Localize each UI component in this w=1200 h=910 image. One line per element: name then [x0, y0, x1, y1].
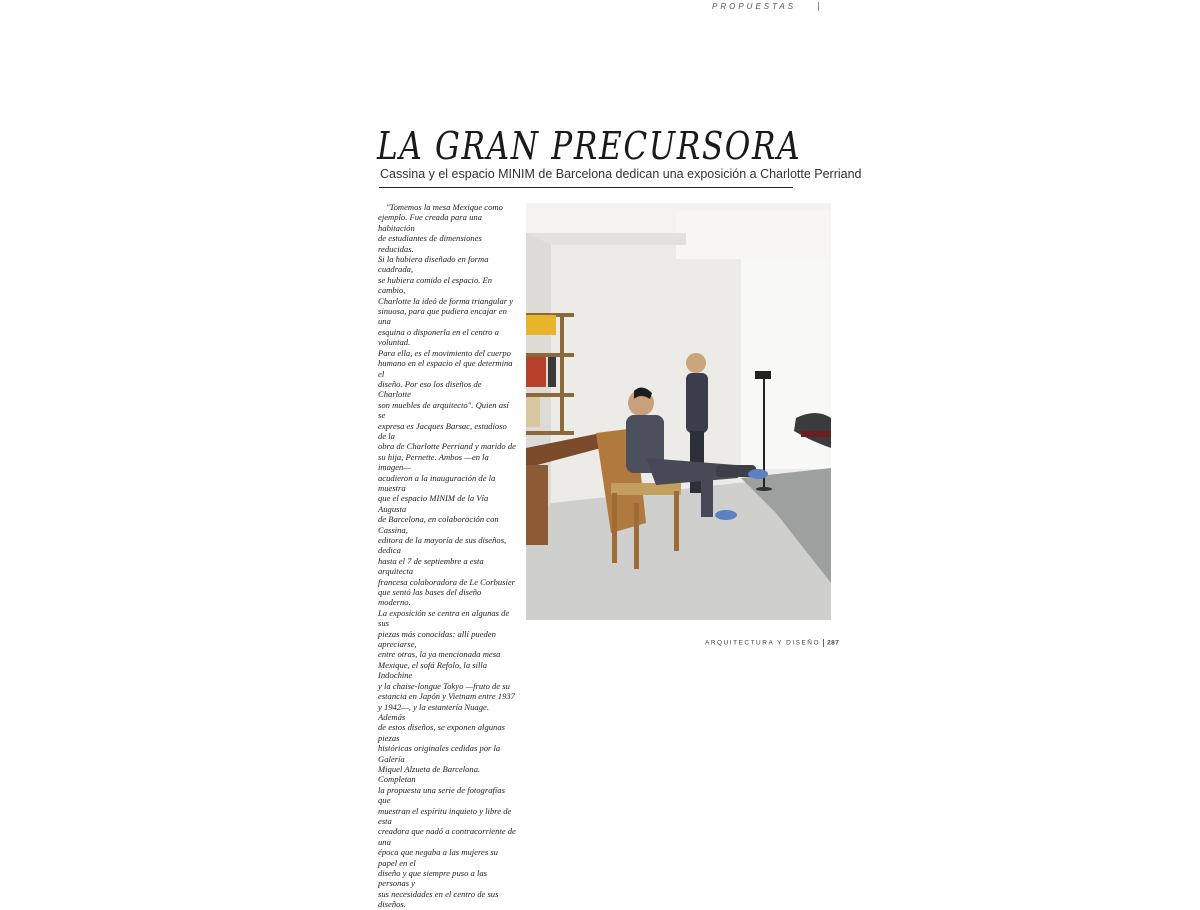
- body-line: humano en el espacio el que determina el: [378, 358, 513, 379]
- article-body: [378, 202, 516, 910]
- body-line: época que negaba a las mujeres su papel en el: [378, 847, 498, 868]
- body-line: Charlotte la ideó de forma triangular y: [378, 295, 514, 306]
- body-line: muestran el espíritu inquieto y libre de esta: [378, 805, 512, 826]
- body-line: francesa colaboradora de Le Corbusier: [378, 576, 516, 587]
- body-line: entre otras, la ya mencionada mesa: [378, 649, 501, 660]
- section-divider: [818, 2, 819, 11]
- body-line: "Tomemos la mesa Mexique como: [386, 202, 503, 212]
- body-line: expresa es Jacques Barsac, estudioso de la: [378, 420, 507, 441]
- photo-illustration: [526, 203, 831, 620]
- body-line: obra de Charlotte Perriand y marido de: [378, 441, 516, 452]
- body-line: diseño. Por eso los diseños de Charlotte: [378, 378, 482, 400]
- body-line: hasta el 7 de septiembre a esta arquitecta: [378, 555, 484, 577]
- article-photo: [526, 203, 831, 620]
- body-line: la propuesta una serie de fotografías que: [378, 784, 505, 806]
- article-title: LA GRAN PRECURSORA: [377, 124, 802, 168]
- footer-divider: [823, 639, 824, 647]
- body-line: Para ella, es el movimiento del cuerpo: [378, 347, 511, 358]
- body-line: Mexique, el sofá Refolo, la silla Indochine: [378, 659, 488, 681]
- section-header: [712, 2, 796, 11]
- body-line: son muebles de arquitecto". Quien así se: [378, 399, 509, 421]
- body-line: esquina o disponerla en el centro a voluntad.: [378, 326, 499, 348]
- body-line: que sentó las bases del diseño moderno.: [378, 587, 482, 608]
- body-line: y la chaise-longue Tokyo —fruto de su: [378, 680, 510, 691]
- body-line: de estos diseños, se exponen algunas piezas: [378, 722, 505, 743]
- body-line: acudieron a la inauguración de la muestra: [378, 472, 496, 493]
- article-subtitle: Cassina y el espacio MINIM de Barcelona dedican una exposición a Charlotte Perriand: [380, 167, 862, 181]
- body-line: ejemplo. Fue creada para una habitación: [378, 212, 482, 233]
- page-footer: [705, 639, 839, 647]
- title-rule: [379, 187, 793, 188]
- body-line: diseño y que siempre puso a las personas y: [378, 868, 487, 889]
- body-line: editora de la mayoría de sus diseños, dedica: [378, 535, 507, 556]
- body-line: La exposición se centra en algunas de sus: [378, 607, 510, 629]
- page-number: 287: [827, 639, 840, 647]
- body-line: que el espacio MINIM de la Vía Augusta: [378, 493, 489, 514]
- body-line: estancia en Japón y Vietnam entre 1937: [378, 691, 515, 702]
- body-line: su hija, Pernette. Ambos —en la imagen—: [378, 451, 489, 473]
- body-line: creadora que nadó a contracorriente de una: [378, 826, 516, 847]
- body-line: sus necesidades en el centro de sus diseños.: [378, 888, 499, 910]
- body-line: Si la hubiera diseñado en forma cuadrada,: [378, 254, 489, 275]
- body-line: Miquel Alzueta de Barcelona. Completan: [378, 763, 481, 785]
- body-line: de estudiantes de dimensiones reducidas.: [378, 233, 482, 254]
- body-line: y 1942—, y la estantería Nuage. Además: [378, 701, 489, 722]
- magazine-name: ARQUITECTURA Y DISEÑO: [705, 639, 821, 647]
- body-line: se hubiera comido el espacio. En cambio,: [378, 274, 493, 296]
- body-line: sinuosa, para que pudiera encajar en una: [378, 306, 507, 327]
- body-line: de Barcelona, en colaboración con Cassina,: [378, 514, 499, 535]
- body-line: piezas más conocidas: allí pueden apreciarse,: [378, 628, 496, 650]
- section-label: PROPUESTAS: [712, 2, 797, 11]
- body-line: históricas originales cedidas por la Galería: [378, 743, 501, 764]
